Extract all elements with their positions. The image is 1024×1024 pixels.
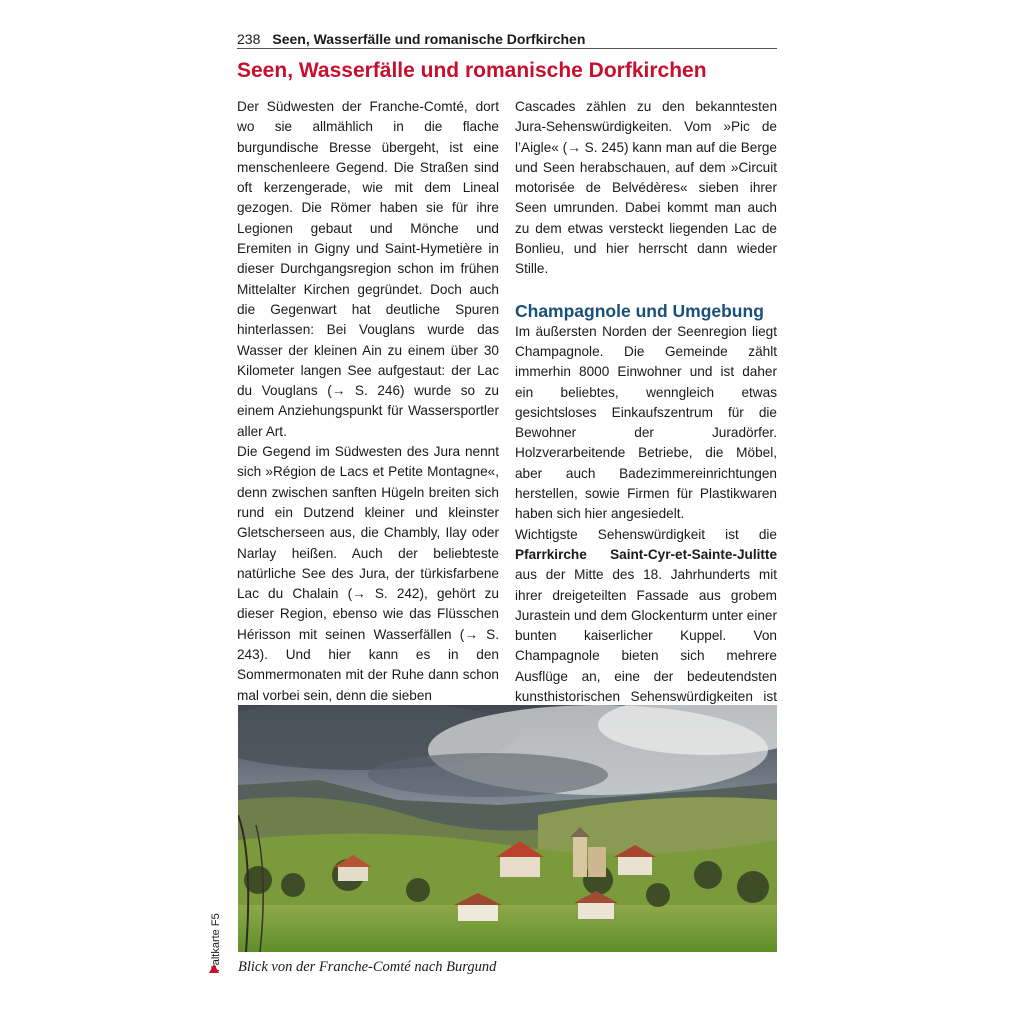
page-number: 238 (237, 31, 261, 47)
paragraph-text: aus der Mitte des 18. Jahrhunderts mit ihrer dreigeteilten Fassade aus grobem Jurastein und dem Glockenturm unter einer bunten kaiserlicher Kuppel. Von Champagnole bieten sich mehrere Ausflüge an, eine der bedeutendsten kunsthistorischen Sehenswürdigkeiten ist (515, 567, 777, 705)
body-paragraph: Die Gegend im Südwesten des Jura nennt sich »Région de Lacs et Petite Montagne«, denn zwischen sanften Hügeln breiten sich rund ein Dutzend kleiner und kleinster Gletscherseen aus, die Chambly, Ilay oder Narlay heißen. Auch der beliebteste natürliche See des Jura, der türkisfarbene Lac du Chalain (→ S. 242), gehört zu dieser Region, ebenso wie das Flüsschen Hérisson mit seinen Wasserfällen (→ S. 243). Und hier kann es in den Sommermonaten mit der Ruhe dann schon mal vorbei sein, denn die sieben (237, 444, 499, 703)
left-column (237, 97, 499, 706)
section-heading: Champagnole und Umgebung (515, 300, 764, 321)
body-paragraph: Im äußersten Norden der Seenregion liegt Champagnole. Die Gemeinde zählt immerhin 8000 Einwohner und ist daher ein beliebtes, wenngleich etwas gesichtsloses Einkaufszentrum für die Bewohner der Juradörfer. Holzverarbeitende Betriebe, die Möbel, aber auch Badezimmereinrichtungen herstellen, sowie Firmen für Plastikwaren haben sich hier angesiedelt. (515, 323, 777, 522)
right-column (515, 97, 777, 728)
landscape-photo (238, 705, 777, 952)
body-paragraph: Cascades zählen zu den bekanntesten Jura-Sehenswürdigkeiten. Vom »Pic de l’Aigle« (→ S. 245) kann man auf die Berge und Seen herabschauen, auf dem »Circuit motorisée de Belvédères« sieben ihrer Seen umrunden. Dabei kommt man auch zu dem etwas versteckt liegenden Lac de Bonlieu, und hier herrscht dann wieder Stille. (515, 99, 777, 277)
paragraph-text: Wichtigste Sehenswürdigkeit ist die (515, 526, 777, 542)
body-paragraph: Der Südwesten der Franche-Comté, dort wo sie allmählich in die flache burgundische Bresse übergeht, ist eine menschenleere Gegend. Die Straßen sind oft kerzengerade, wie mit dem Lineal gezogen. Die Römer haben sie für ihre Legionen gebaut und Mönche und Eremiten in Gigny und Saint-Hymetière in dieser Durchgangsregion schon im frühen Mittelalter Kirchen gegründet. Doch auch die Gegenwart hat deutliche Spuren hinterlassen: Bei Vouglans wurde das Wasser der kleinen Ain zu einem über 30 Kilometer langen See aufgestaut: der Lac du Vouglans (→ S. 246) wurde so zu einem Anziehungspunkt für Wassersportler aller Art. (237, 99, 499, 439)
running-head (237, 30, 777, 49)
photo-caption: Blick von der Franche-Comté nach Burgund (238, 959, 497, 975)
fold-map-reference (206, 892, 226, 980)
landscape-illustration (238, 705, 777, 952)
chapter-title: Seen, Wasserfälle und romanische Dorfkirchen (237, 59, 707, 82)
body-paragraph (515, 525, 777, 728)
triangle-marker-icon (209, 964, 219, 973)
fold-map-label: Faltkarte F5 (210, 913, 222, 972)
church-name: Pfarrkirche Saint-Cyr-et-Sainte-Julitte (515, 546, 777, 562)
running-head-title: Seen, Wasserfälle und romanische Dorfkirchen (272, 31, 586, 47)
